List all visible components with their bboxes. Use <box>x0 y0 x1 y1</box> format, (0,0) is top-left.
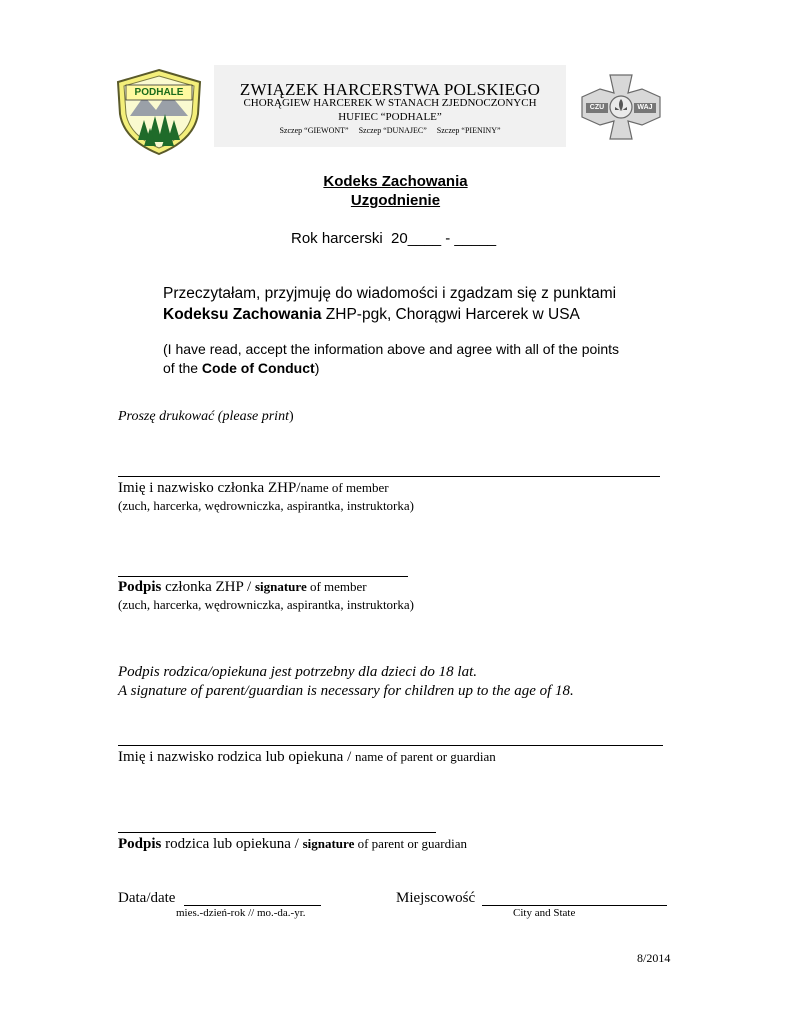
document-subtitle: Uzgodnienie <box>350 192 441 209</box>
guardian-requirement-note <box>118 663 574 701</box>
place-line[interactable] <box>482 905 667 906</box>
guardian-name-label <box>118 749 496 766</box>
member-name-note: (zuch, harcerka, wędrowniczka, aspirantka, instruktorka) <box>118 498 414 513</box>
cross-text-right: WAJ <box>637 104 653 111</box>
member-signature-line[interactable] <box>118 576 408 577</box>
signature-bold: signature <box>254 579 307 594</box>
print-note-text: Proszę drukować (please print <box>118 409 289 424</box>
cross-text-left: CZU <box>589 104 605 111</box>
guardian-name-pl: Imię i nazwisko rodzica lub opiekuna / <box>118 749 356 765</box>
date-format-hint: mies.-dzień-rok // mo.-da.-yr. <box>176 907 306 919</box>
statement-en-text: (I have read, accept the information above and agree with all of the points of the <box>163 341 620 376</box>
print-note-close: ) <box>288 409 294 424</box>
code-of-conduct-bold: Code of Conduct <box>201 360 315 376</box>
guardian-signature-line[interactable] <box>118 832 436 833</box>
statement-line-1: Przeczytałam, przyjmuję do wiadomości i zgadzam się z punktami <box>163 285 617 302</box>
member-sig-pl: członka ZHP / <box>161 579 255 595</box>
member-name-label <box>118 480 389 497</box>
date-label: Data/date <box>118 890 176 906</box>
member-sig-en: of member <box>306 579 367 594</box>
date-line[interactable] <box>184 905 321 906</box>
member-signature-note: (zuch, harcerka, wędrowniczka, aspirantka, instruktorka) <box>118 597 414 612</box>
podpis-bold: Podpis <box>118 579 162 595</box>
print-instruction <box>118 409 294 425</box>
troop-dunajec: Szczep “DUNAJEC” <box>358 126 427 135</box>
form-version: 8/2014 <box>637 951 671 965</box>
member-name-line[interactable] <box>118 476 660 477</box>
member-name-label-en: name of member <box>300 480 389 495</box>
statement-line-2 <box>163 304 643 325</box>
guardian-note-en: A signature of parent/guardian is necessary for children up to the age of 18. <box>118 683 574 699</box>
statement-en-close: ) <box>314 360 320 376</box>
org-unit: HUFIEC “PODHALE” <box>338 111 442 123</box>
org-troops <box>214 126 566 135</box>
statement-rest: ZHP-pgk, Chorągwi Harcerek w USA <box>321 306 580 323</box>
guardian-signature-bold: signature <box>302 836 355 851</box>
troop-pieniny: Szczep “PIENINY” <box>436 126 501 135</box>
place-format-hint: City and State <box>513 907 576 919</box>
guardian-name-line[interactable] <box>118 745 663 746</box>
agreement-statement-english <box>163 340 633 378</box>
scout-year-field: Rok harcerski 20____ - _____ <box>291 230 497 247</box>
member-signature-label <box>118 579 367 596</box>
member-name-label-pl: Imię i nazwisko członka ZHP/ <box>118 480 301 496</box>
guardian-sig-pl: rodzica lub opiekuna / <box>161 836 303 852</box>
code-name-bold: Kodeksu Zachowania <box>163 306 322 323</box>
agreement-statement <box>163 283 643 325</box>
guardian-sig-en: of parent or guardian <box>354 836 467 851</box>
org-name: ZWIĄZEK HARCERSTWA POLSKIEGO <box>239 80 541 99</box>
document-title: Kodeks Zachowania <box>323 173 468 190</box>
logo-text: PODHALE <box>134 87 184 98</box>
guardian-signature-label <box>118 836 467 853</box>
guardian-podpis-bold: Podpis <box>118 836 162 852</box>
guardian-note-pl: Podpis rodzica/opiekuna jest potrzebny dla dzieci do 18 lat. <box>118 664 477 680</box>
troop-giewont: Szczep “GIEWONT” <box>279 126 349 135</box>
place-label: Miejscowość <box>396 890 476 906</box>
guardian-name-en: name of parent or guardian <box>355 749 496 764</box>
org-division: CHORĄGIEW HARCEREK W STANACH ZJEDNOCZONYCH <box>243 97 537 109</box>
podhale-logo <box>116 68 202 156</box>
